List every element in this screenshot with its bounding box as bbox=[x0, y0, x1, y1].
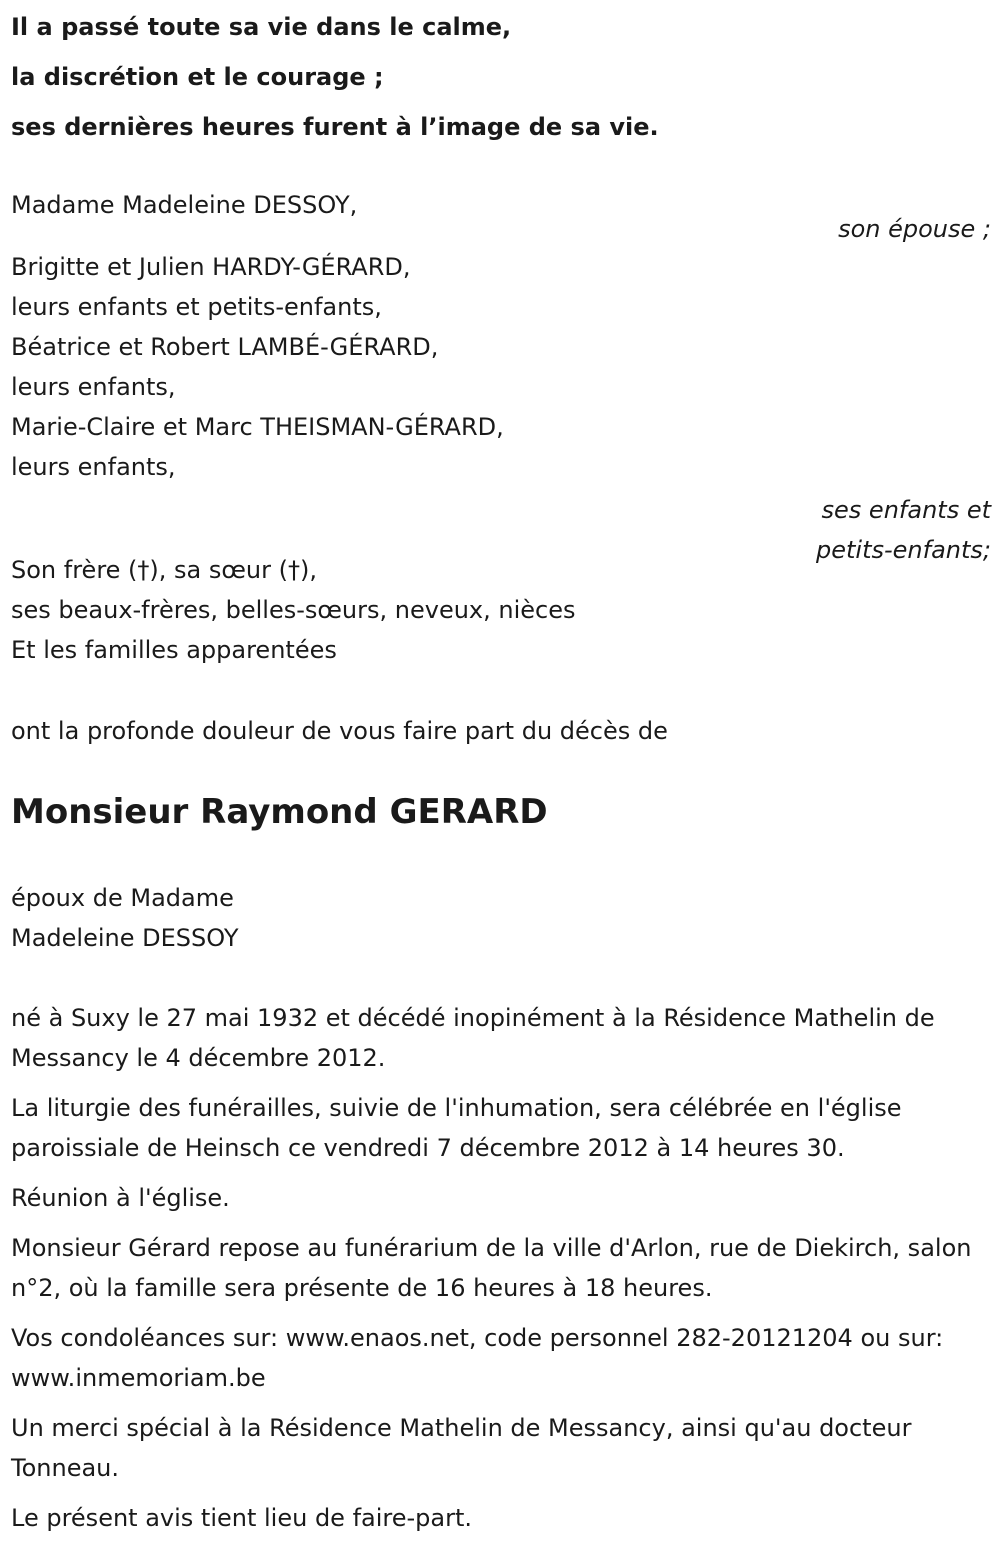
family-block bbox=[11, 550, 576, 670]
children-line: Brigitte et Julien HARDY-GÉRARD, bbox=[11, 253, 411, 281]
children-role: ses enfants et bbox=[821, 496, 991, 524]
spouse-of-line: époux de Madame bbox=[11, 884, 234, 912]
children-line: leurs enfants, bbox=[11, 373, 176, 401]
intro-line: la discrétion et le courage ; bbox=[11, 63, 384, 91]
intro-line: Il a passé toute sa vie dans le calme, bbox=[11, 13, 512, 41]
spouse-of-block bbox=[11, 878, 238, 958]
details-paragraph: Un merci spécial à la Résidence Mathelin de Messancy, ainsi qu'au docteur Tonneau. bbox=[11, 1414, 912, 1482]
children-block bbox=[11, 247, 991, 570]
details-paragraph: Vos condoléances sur: www.enaos.net, code personnel 282-20121204 ou sur: www.inmemoriam.be bbox=[11, 1324, 944, 1392]
children-line: Béatrice et Robert LAMBÉ-GÉRARD, bbox=[11, 333, 439, 361]
intro-line: ses dernières heures furent à l’image de sa vie. bbox=[11, 113, 659, 141]
family-line: Et les familles apparentées bbox=[11, 636, 337, 664]
spouse-of-line: Madeleine DESSOY bbox=[11, 924, 239, 952]
details-paragraph: né à Suxy le 27 mai 1932 et décédé inopinément à la Résidence Mathelin de Messancy le 4 décembre 2012. bbox=[11, 1004, 935, 1072]
deceased-name: Monsieur Raymond GERARD bbox=[11, 792, 548, 832]
spouse-block bbox=[11, 185, 991, 249]
details-paragraph: Le présent avis tient lieu de faire-part. bbox=[11, 1504, 473, 1532]
children-role: petits-enfants; bbox=[816, 536, 991, 564]
details-paragraph: La liturgie des funérailles, suivie de l'inhumation, sera célébrée en l'église paroissiale de Heinsch ce vendredi 7 décembre 2012 à 14 heures 30. bbox=[11, 1094, 902, 1162]
details-paragraph: Réunion à l'église. bbox=[11, 1184, 230, 1212]
details-paragraph: Monsieur Gérard repose au funérarium de la ville d'Arlon, rue de Diekirch, salon n°2, où la famille sera présente de 16 heures à 18 heures. bbox=[11, 1234, 972, 1302]
intro-quote bbox=[11, 2, 659, 152]
children-line: leurs enfants, bbox=[11, 453, 176, 481]
announcement: ont la profonde douleur de vous faire part du décès de bbox=[11, 717, 668, 745]
children-line: leurs enfants et petits-enfants, bbox=[11, 293, 382, 321]
details-block bbox=[11, 998, 989, 1538]
spouse-name: Madame Madeleine DESSOY, bbox=[11, 191, 358, 219]
family-line: ses beaux-frères, belles-sœurs, neveux, nièces bbox=[11, 596, 576, 624]
family-line: Son frère (†), sa sœur (†), bbox=[11, 556, 317, 584]
children-line: Marie-Claire et Marc THEISMAN-GÉRARD, bbox=[11, 413, 504, 441]
spouse-role: son épouse ; bbox=[838, 215, 991, 243]
